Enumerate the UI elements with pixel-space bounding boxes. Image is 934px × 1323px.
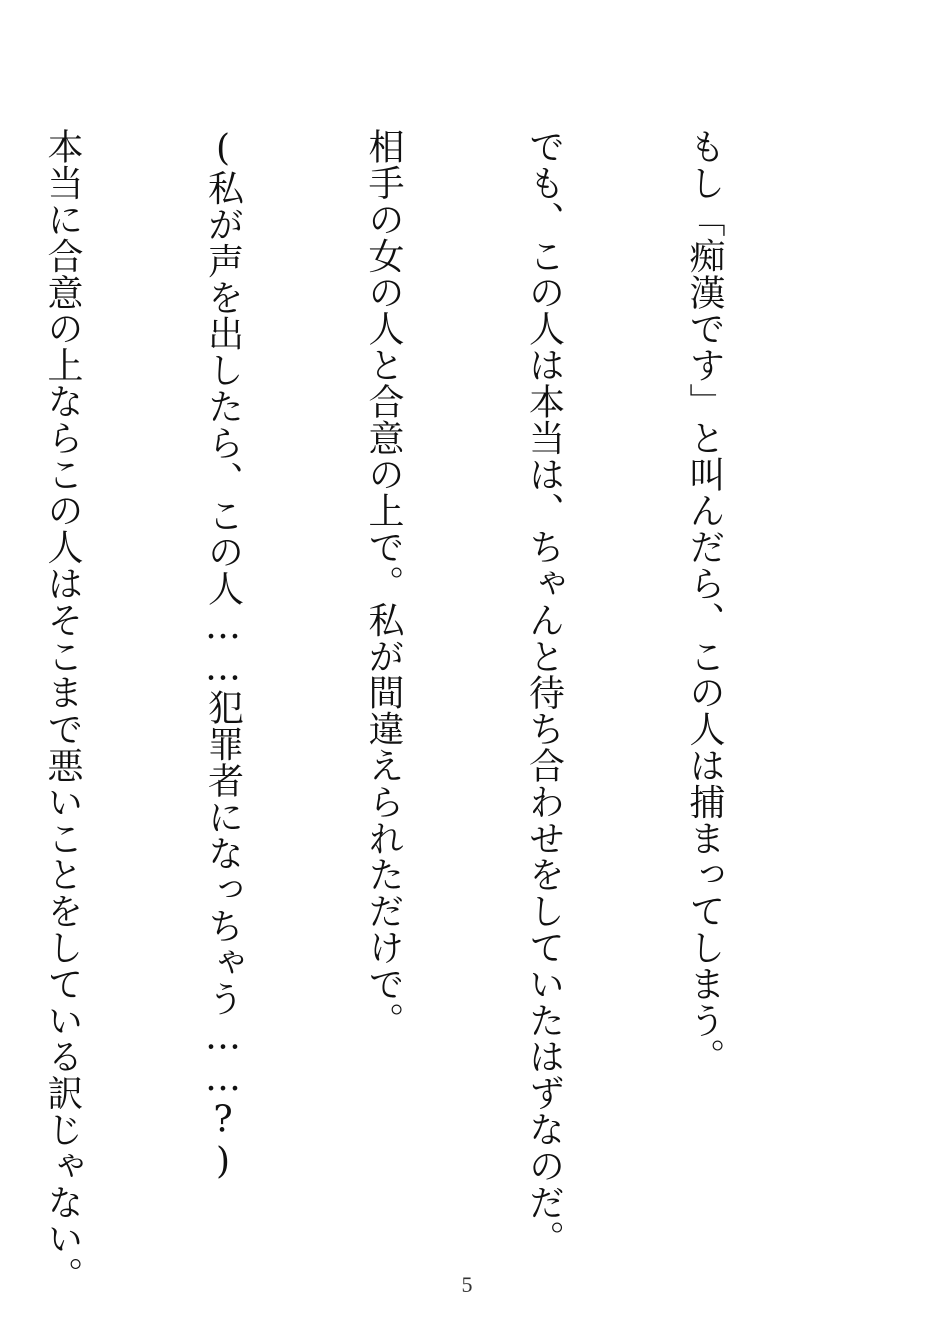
text-line: でも、この人は本当は、ちゃんと待ち合わせをしていたはずなのだ。 xyxy=(523,128,565,1257)
page-number: 5 xyxy=(461,1272,473,1297)
body-text xyxy=(0,128,838,1293)
text-line: 本当に合意の上ならこの人はそこまで悪いことをしている訳じゃない。 xyxy=(42,128,83,1293)
text-line: 相手の女の人と合意の上で。私が間違えられただけで。 xyxy=(363,128,404,1038)
text-line: もし「痴漢です」と叫んだら、この人は捕まってしまう。 xyxy=(684,128,725,1075)
text-line: (私が声を出したら、この人……犯罪者になっちゃう……?) xyxy=(202,128,244,1183)
